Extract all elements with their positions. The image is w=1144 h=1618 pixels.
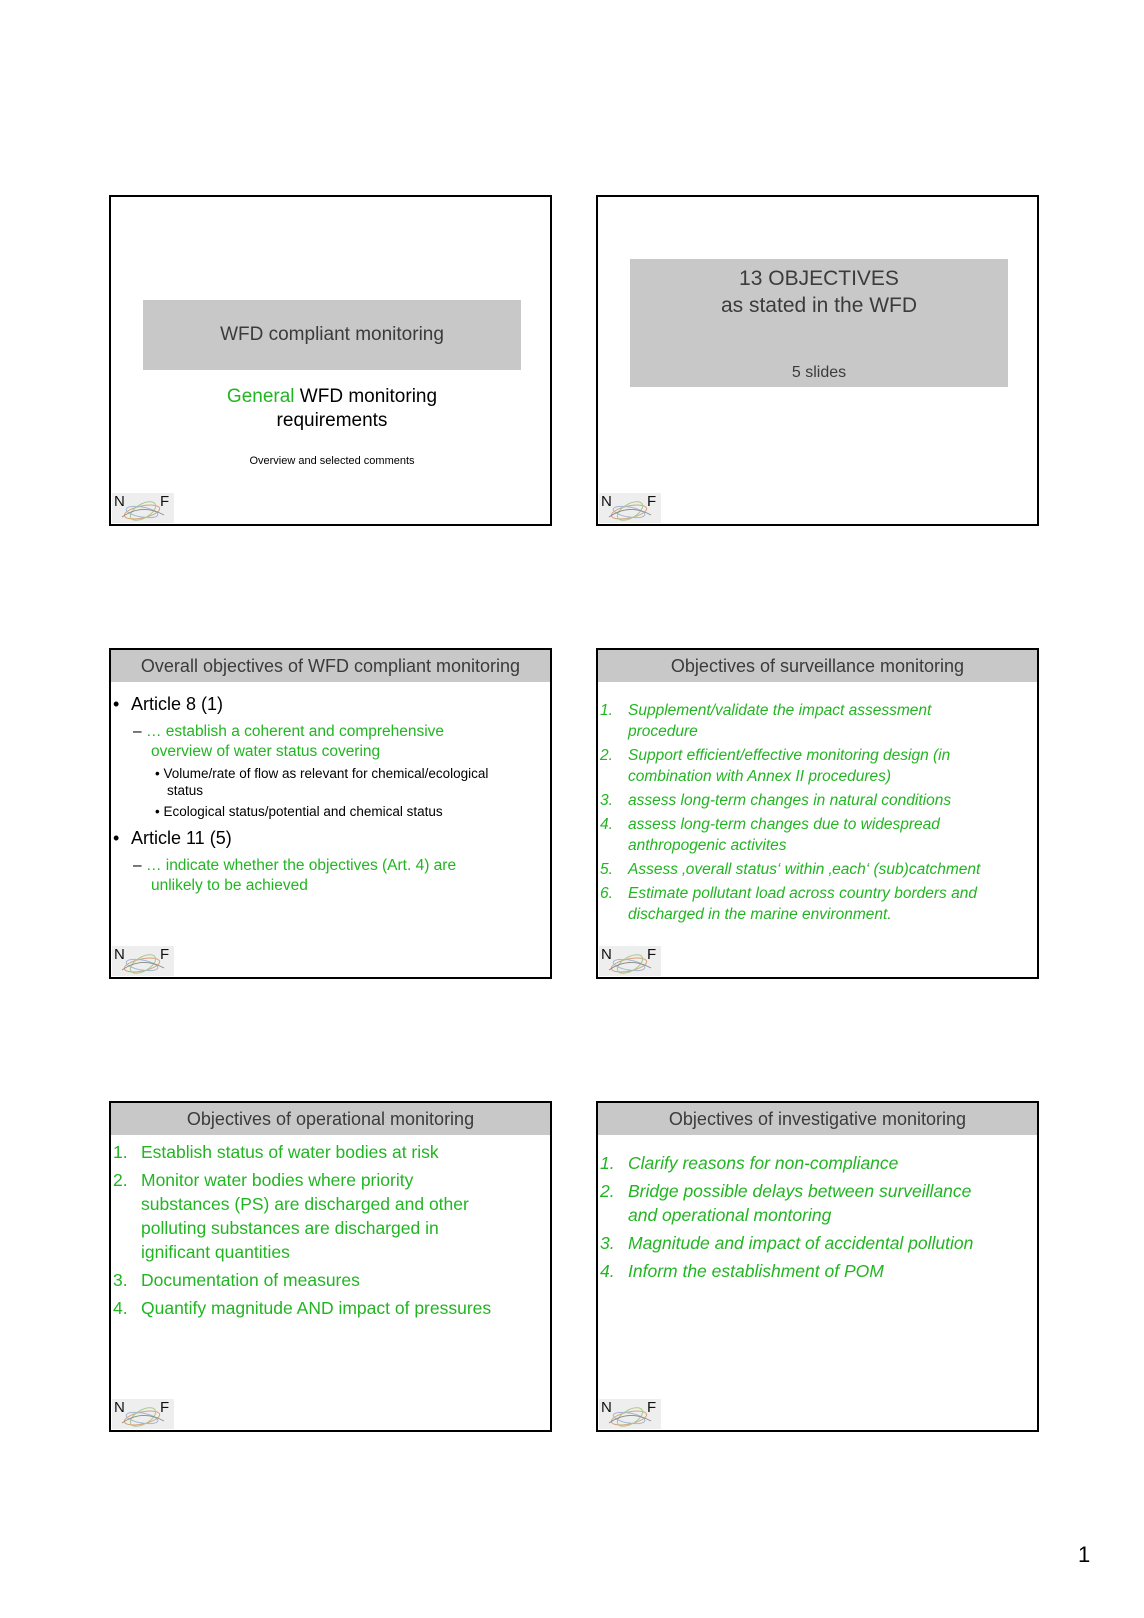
list-item-text: Quantify magnitude AND impact of pressures <box>141 1298 492 1318</box>
slide-header: Objectives of surveillance monitoring <box>598 650 1037 682</box>
list-item-text: Supplement/validate the impact assessment <box>628 702 932 719</box>
logo-letter-f: F <box>160 1399 170 1416</box>
list-item-text: Support efficient/effective monitoring design (in <box>628 747 951 764</box>
list-item <box>600 814 1025 856</box>
logo-letter-f: F <box>160 946 170 963</box>
list-item <box>600 883 1025 925</box>
list-item-text: Documentation of measures <box>141 1270 360 1290</box>
logo-letter-f: F <box>647 493 657 510</box>
list-item <box>113 1140 543 1164</box>
list-number: 1. <box>600 702 613 719</box>
list-number: 2. <box>600 747 613 764</box>
article-heading-2: • Article 11 (5) <box>113 828 232 848</box>
list-item <box>600 1179 1025 1227</box>
sub-bullet-line: status <box>167 783 204 798</box>
list-item <box>600 1231 1025 1255</box>
article-label: Article 11 (5) <box>131 828 232 848</box>
slide-header: Overall objectives of WFD compliant monitoring <box>111 650 550 682</box>
slide-header: Objectives of investigative monitoring <box>598 1103 1037 1135</box>
dash-item-2: – … indicate whether the objectives (Art. 4) are unlikely to be achieved <box>133 857 457 894</box>
objectives-list <box>600 700 1025 928</box>
slide-3 <box>109 648 552 979</box>
list-item <box>600 700 1025 742</box>
list-item-text: ignificant quantities <box>141 1242 290 1262</box>
list-item-text: Inform the establishment of POM <box>628 1261 884 1281</box>
slide-6 <box>596 1101 1039 1432</box>
nf-logo <box>112 946 174 976</box>
slide-title: WFD compliant monitoring <box>143 300 521 370</box>
list-item-text: and operational montoring <box>628 1205 832 1225</box>
slide-title-box <box>630 259 1008 387</box>
sub-bullet-1: • Volume/rate of flow as relevant for chemical/ecological status <box>155 766 489 798</box>
sub-bullet-line: Volume/rate of flow as relevant for chemical/ecological <box>163 766 489 781</box>
logo-letter-f: F <box>647 1399 657 1416</box>
nf-logo <box>599 946 661 976</box>
title-line-1: 13 OBJECTIVES <box>739 267 899 290</box>
nf-logo <box>599 493 661 523</box>
dash-line: … establish a coherent and comprehensive <box>145 723 445 740</box>
list-item-text: Bridge possible delays between surveillance <box>628 1181 972 1201</box>
nf-logo <box>112 493 174 523</box>
list-number: 4. <box>113 1298 128 1318</box>
list-item-text: combination with Annex II procedures) <box>628 768 892 785</box>
list-item <box>600 1151 1025 1175</box>
article-label: Article 8 (1) <box>131 694 224 714</box>
slide-1 <box>109 195 552 526</box>
list-item-text: discharged in the marine environment. <box>628 906 892 923</box>
list-item <box>600 859 1025 880</box>
list-item-text: polluting substances are discharged in <box>141 1218 439 1238</box>
subtitle-highlight: General <box>226 386 295 407</box>
slide-5 <box>109 1101 552 1432</box>
list-number: 2. <box>600 1181 615 1201</box>
list-item <box>600 745 1025 787</box>
list-item-text: assess long-term changes in natural conditions <box>628 792 952 809</box>
objectives-list <box>600 1151 1025 1287</box>
list-number: 2. <box>113 1170 128 1190</box>
logo-letter-n: N <box>601 1399 612 1416</box>
sub-bullet-line: Ecological status/potential and chemical status <box>163 804 443 819</box>
list-number: 3. <box>600 1233 615 1253</box>
logo-letter-n: N <box>601 946 612 963</box>
title-sub: 5 slides <box>791 364 847 381</box>
slide-4 <box>596 648 1039 979</box>
list-item-text: Assess ‚overall status‘ within ‚each‘ (sub)catchment <box>628 861 981 878</box>
list-number: 1. <box>600 1153 615 1173</box>
list-item-text: Magnitude and impact of accidental pollution <box>628 1233 974 1253</box>
list-item <box>113 1168 543 1264</box>
dash-line: … indicate whether the objectives (Art. 4) are <box>145 857 457 874</box>
list-item-text: substances (PS) are discharged and other <box>141 1194 469 1214</box>
list-item-text: Establish status of water bodies at risk <box>141 1142 439 1162</box>
list-number: 3. <box>600 792 613 809</box>
list-number: 4. <box>600 816 613 833</box>
dash-line: unlikely to be achieved <box>151 877 308 894</box>
list-number: 6. <box>600 885 613 902</box>
logo-letter-f: F <box>160 493 170 510</box>
list-number: 5. <box>600 861 613 878</box>
list-item <box>113 1296 543 1320</box>
list-number: 3. <box>113 1270 128 1290</box>
dash-item-1: – … establish a coherent and comprehensive overview of water status covering <box>133 723 445 760</box>
page-number: 1 <box>1078 1542 1091 1567</box>
nf-logo <box>599 1399 661 1429</box>
list-item-text: Clarify reasons for non-compliance <box>628 1153 899 1173</box>
list-item-text: Monitor water bodies where priority <box>141 1170 414 1190</box>
article-heading-1: • Article 8 (1) <box>113 694 224 714</box>
slide-small-text: Overview and selected comments <box>249 455 415 467</box>
sub-bullet-2: • Ecological status/potential and chemical status <box>155 804 443 819</box>
objectives-list <box>113 1140 543 1324</box>
list-item <box>113 1268 543 1292</box>
subtitle-text-2: requirements <box>276 410 388 431</box>
list-item-text: assess long-term changes due to widespread <box>628 816 940 833</box>
nf-logo <box>112 1399 174 1429</box>
logo-letter-f: F <box>647 946 657 963</box>
list-item-text: Estimate pollutant load across country borders and <box>628 885 977 902</box>
list-item-text: procedure <box>628 723 698 740</box>
subtitle-text-1: WFD monitoring <box>294 386 438 407</box>
logo-letter-n: N <box>601 493 612 510</box>
slide-2 <box>596 195 1039 526</box>
list-item-text: anthropogenic activites <box>628 837 787 854</box>
list-number: 4. <box>600 1261 615 1281</box>
slide-header: Objectives of operational monitoring <box>111 1103 550 1135</box>
title-line-2: as stated in the WFD <box>720 294 918 317</box>
dash-line: overview of water status covering <box>151 743 381 760</box>
logo-letter-n: N <box>114 493 125 510</box>
logo-letter-n: N <box>114 946 125 963</box>
list-item <box>600 790 1025 811</box>
list-item <box>600 1259 1025 1283</box>
logo-letter-n: N <box>114 1399 125 1416</box>
slide-subtitle <box>143 385 521 433</box>
list-number: 1. <box>113 1142 128 1162</box>
